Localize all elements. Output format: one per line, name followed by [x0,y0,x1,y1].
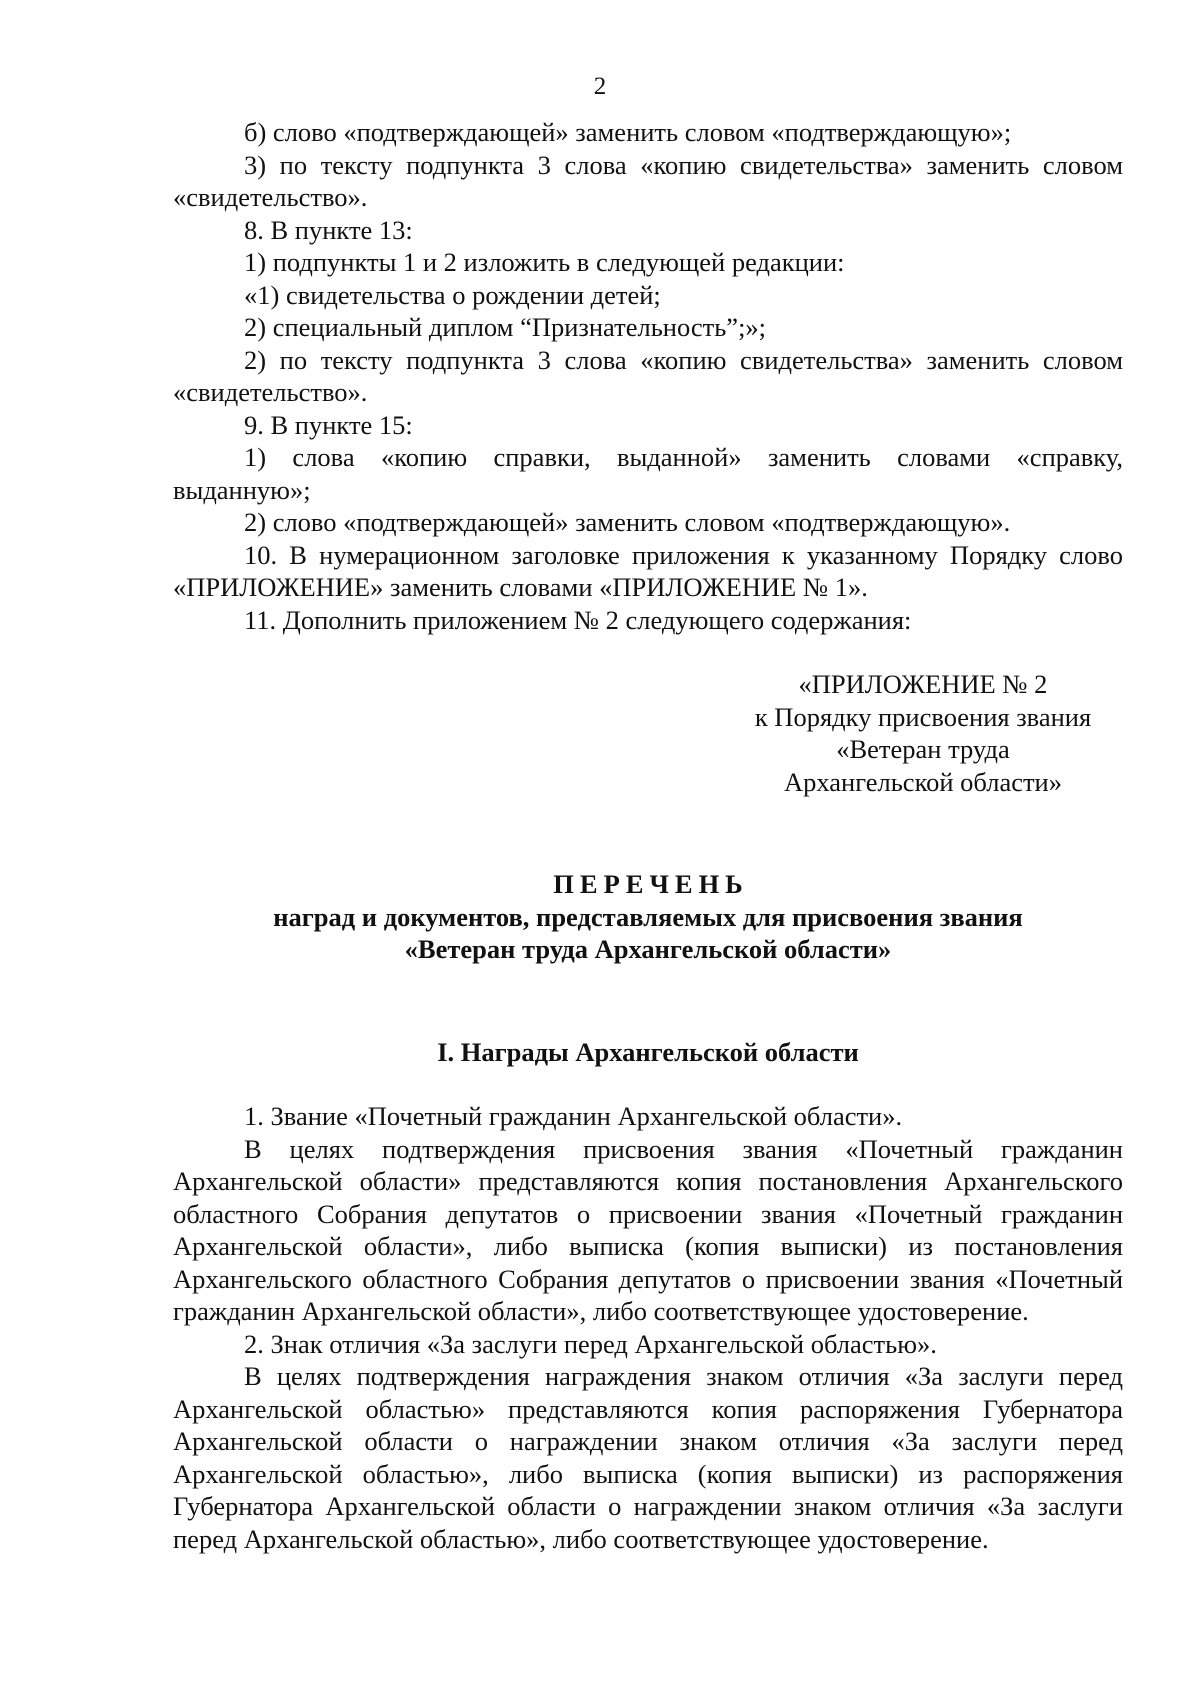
list-title: ПЕРЕЧЕНЬ [553,869,749,899]
paragraph: 11. Дополнить приложением № 2 следующего содержания: [244,604,912,635]
appendix-line: к Порядку присвоения звания [754,701,1092,732]
list-subtitle: наград и документов, представляемых для присвоения звания [273,901,1023,932]
appendix-header [723,668,1123,798]
paragraph: 10. В нумерационном заголовке приложения к указанному Порядку слово «ПРИЛОЖЕНИЕ» заменить словами «ПРИЛОЖЕНИЕ № 1». [173,539,1123,602]
paragraph: 1) слова «копию справки, выданной» заменить словами «справку, выданную»; [173,442,1123,505]
document-body [173,116,1123,1555]
paragraph: 1) подпункты 1 и 2 изложить в следующей редакции: [244,247,845,277]
appendix-line: «Ветеран труда [836,734,1010,764]
list-heading [173,868,1123,966]
appendix-title: «ПРИЛОЖЕНИЕ № 2 [798,669,1048,699]
paragraph: 1. Звание «Почетный гражданин Архангельской области». [244,1101,903,1131]
paragraph: 8. В пункте 13: [244,214,413,245]
paragraph: 2) по тексту подпункта 3 слова «копию свидетельства» заменить словом «свидетельство». [173,344,1123,407]
section-heading: I. Награды Архангельской области [437,1036,859,1067]
paragraph: В целях подтверждения награждения знаком отличия «За заслуги перед Архангельской областью» представляются копия распоряжения Губернатора Архангельской области о награждении знаком отличия «За заслуги перед Архангельской областью», либо выписка (копия выписки) из распоряжения Губернатора Архангельской области о награждении знаком отличия «За заслуги перед Архангельской областью», либо соответствующее удостоверение. [173,1361,1123,1554]
list-subtitle: «Ветеран труда Архангельской области» [404,934,892,964]
paragraph: В целях подтверждения присвоения звания «Почетный гражданин Архангельской области» представляются копия постановления Архангельского областного Собрания депутатов о присвоении звания «Почетный гражданин Архангельской области», либо выписка (копия выписки) из постановления Архангельского областного Собрания депутатов о присвоении звания «Почетный гражданин Архангельской области», либо соответствующее удостоверение. [173,1133,1123,1326]
paragraph: 2) специальный диплом “Признательность”;»; [244,312,767,342]
paragraph: «1) свидетельства о рождении детей; [244,279,661,310]
paragraph: б) слово «подтверждающей» заменить словом «подтверждающую»; [244,117,1012,147]
appendix-line: Архангельской области» [783,766,1062,797]
paragraph: 3) по тексту подпункта 3 слова «копию свидетельства» заменить словом «свидетельство». [173,149,1123,212]
paragraph: 2) слово «подтверждающей» заменить словом «подтверждающую». [244,507,1011,537]
paragraph: 2. Знак отличия «За заслуги перед Архангельской областью». [244,1328,937,1359]
page-number: 2 [593,73,607,100]
paragraph: 9. В пункте 15: [244,409,413,440]
